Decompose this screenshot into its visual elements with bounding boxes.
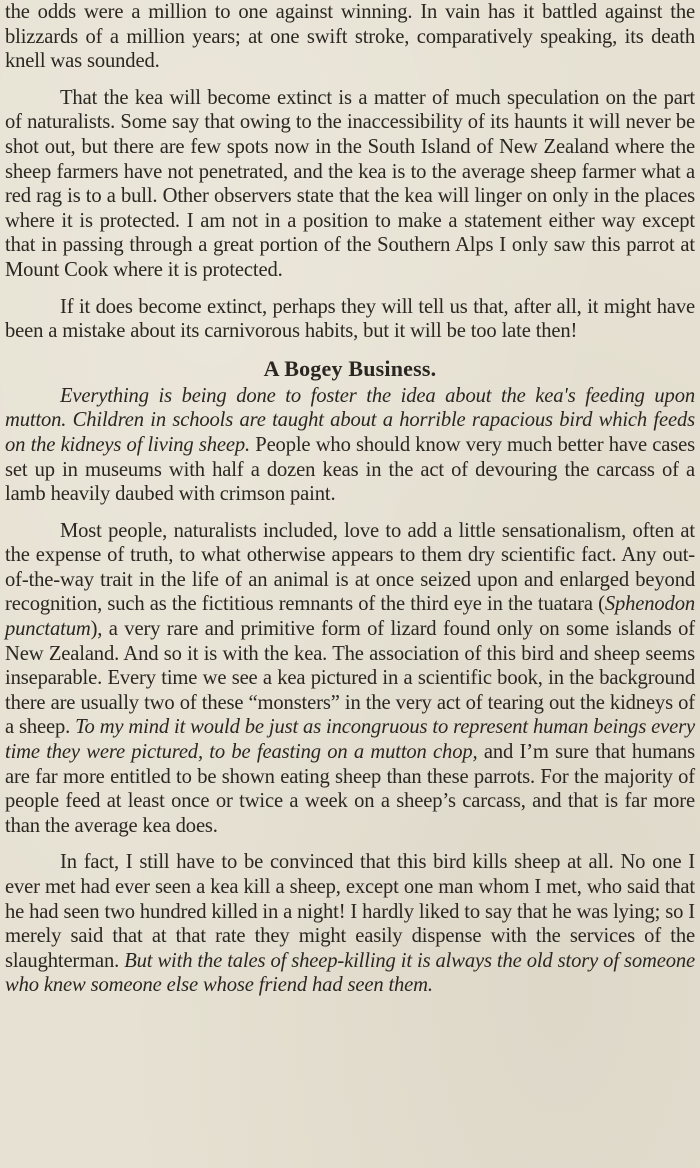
paragraph-bogey	[5, 384, 695, 507]
paragraph-continued: the odds were a million to one against winning. In vain has it battled against the blizzards of a million years; at one swift stroke, comparatively speaking, its death knell was sounded.	[5, 1, 695, 73]
species-name: Sphenodon punctatum	[5, 593, 695, 641]
italic-passage: But with the tales of sheep-killing it is always the old story of someone who knew someone else whose friend had seen them.	[5, 949, 695, 997]
paragraph-text: In fact, I still have to be convinced that this bird kills sheep at all. No one I ever met had ever seen a kea kill a sheep, except one man whom I met, who said that he had seen two hundred killed in a night! I hardly liked to say that he was lying; so I merely said that at that rate they might easily dispense with the services of the slaughterman.	[5, 851, 695, 972]
paragraph-text: ), a very rare and primitive form of lizard found only on some islands of New Zealand. And so it is with the kea. The association of this bird and sheep seems inseparable. Every time we see a kea pictured in a scientific book, in the background there are usually two of these “monsters” in the very act of tearing out the kidneys of a sheep.	[5, 618, 695, 739]
paragraph-sensationalism	[5, 519, 695, 839]
paragraph-text: Most people, naturalists included, love to add a little sensationalism, often at the expense of truth, to what otherwise appears to them dry scientific fact. Any out-of-the-way trait in the life of an animal is at once seized upon and enlarged beyond recognition, such as the fictitious remnants of the third eye in the tuatara (	[5, 519, 695, 616]
paragraph-extinction: That the kea will become extinct is a matter of much speculation on the part of naturalists. Some say that owing to the inaccessibility of its haunts it will never be shot out, but there are few spots now in the South Island of New Zealand where the sheep farmers have not penetrated, and the kea is to the average sheep farmer what a red rag is to a bull. Other observers state that the kea will linger on only in the places where it is protected. I am not in a position to make a statement either way except that in passing through a great portion of the Southern Alps I only saw this parrot at Mount Cook where it is protected.	[5, 86, 695, 281]
paragraph-conviction	[5, 850, 695, 998]
italic-passage: To my mind it would be just as incongruous to represent human beings every time they were pictured, to be feasting on a mutton chop,	[5, 716, 696, 764]
section-heading: A Bogey Business.	[263, 355, 437, 381]
paragraph-text: and I’m sure that humans are far more entitled to be shown eating sheep than these parrots. For the majority of people feed at least once or twice a week on a sheep’s carcass, and that is far more than the average kea does.	[5, 741, 696, 837]
paragraph-too-late: If it does become extinct, perhaps they will tell us that, after all, it might have been a mistake about its carnivorous habits, but it will be too late then!	[5, 295, 695, 343]
paragraph-text: People who should know very much better have cases set up in museums with half a dozen keas in the act of devouring the carcass of a lamb heavily daubed with crimson paint.	[5, 433, 695, 506]
italic-passage: Everything is being done to foster the idea about the kea's feeding upon mutton. Children in schools are taught about a horrible rapacious bird which feeds on the kidneys of living sheep.	[5, 384, 695, 456]
